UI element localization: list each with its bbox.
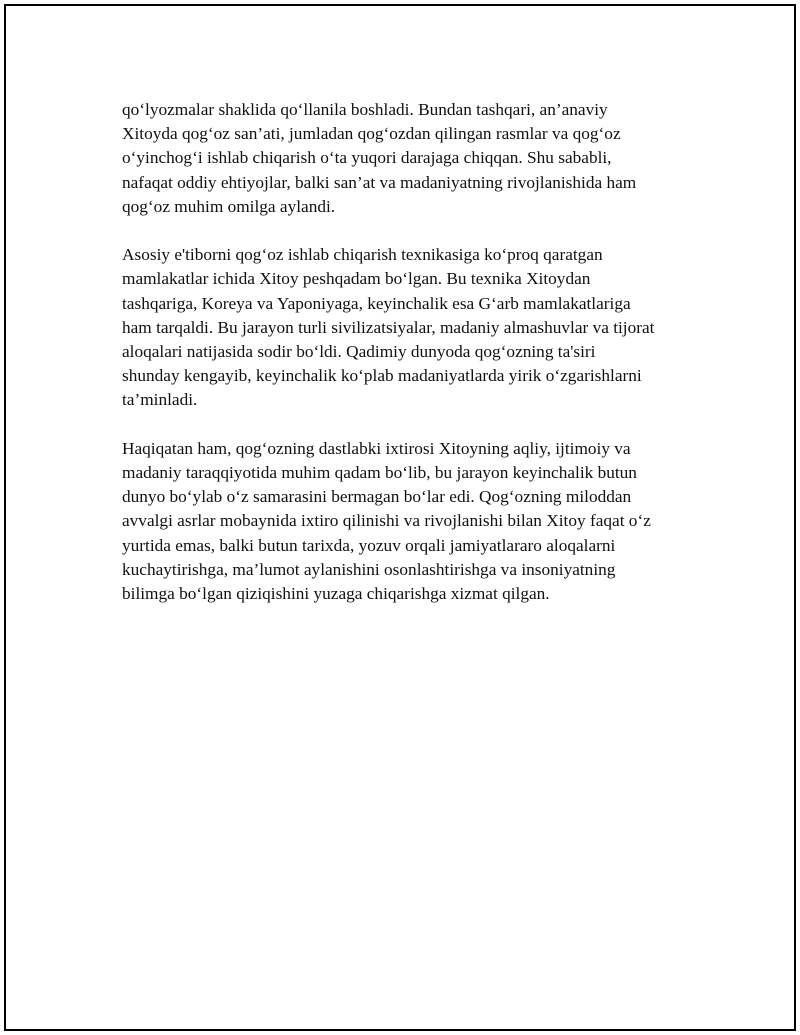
- text-line: shunday kengayib, keyinchalik ko‘plab madaniyatlarda yirik o‘zgarishlarni: [122, 366, 642, 386]
- text-line: o‘yinchog‘i ishlab chiqarish o‘ta yuqori darajaga chiqqan. Shu sababli,: [122, 148, 612, 168]
- text-line: bilimga bo‘lgan qiziqishini yuzaga chiqarishga xizmat qilgan.: [122, 584, 550, 604]
- text-line: kuchaytirishga, ma’lumot aylanishini osonlashtirishga va insoniyatning: [122, 559, 616, 579]
- text-line: Haqiqatan ham, qog‘ozning dastlabki ixtirosi Xitoyning aqliy, ijtimoiy va: [122, 438, 631, 458]
- paragraph-1: [122, 98, 702, 219]
- document-body: [122, 98, 702, 630]
- text-line: Asosiy e'tiborni qog‘oz ishlab chiqarish texnikasiga ko‘proq qaratgan: [122, 245, 603, 265]
- page-frame: [4, 4, 796, 1031]
- text-line: mamlakatlar ichida Xitoy peshqadam bo‘lgan. Bu texnika Xitoydan: [122, 269, 591, 289]
- text-line: nafaqat oddiy ehtiyojlar, balki san’at va madaniyatning rivojlanishida ham: [122, 172, 637, 192]
- paragraph-2: [122, 243, 702, 412]
- text-line: qog‘oz muhim omilga aylandi.: [122, 196, 336, 216]
- text-line: yurtida emas, balki butun tarixda, yozuv orqali jamiyatlararo aloqalarni: [122, 535, 616, 555]
- text-line: ham tarqaldi. Bu jarayon turli sivilizatsiyalar, madaniy almashuvlar va tijorat: [122, 317, 655, 337]
- text-line: madaniy taraqqiyotida muhim qadam bo‘lib, bu jarayon keyinchalik butun: [122, 463, 637, 483]
- text-line: qo‘lyozmalar shaklida qo‘llanila boshladi. Bundan tashqari, an’anaviy: [122, 100, 608, 119]
- text-line: aloqalari natijasida sodir bo‘ldi. Qadimiy dunyoda qog‘ozning ta'siri: [122, 342, 596, 362]
- text-line: tashqariga, Koreya va Yaponiyaga, keyinchalik esa G‘arb mamlakatlariga: [122, 293, 631, 313]
- paragraph-3: [122, 437, 702, 606]
- text-line: ta’minladi.: [122, 390, 198, 410]
- text-line: dunyo bo‘ylab o‘z samarasini bermagan bo‘lar edi. Qog‘ozning miloddan: [122, 487, 632, 507]
- text-line: Xitoyda qog‘oz san’ati, jumladan qog‘ozdan qilingan rasmlar va qog‘oz: [122, 124, 621, 144]
- text-line: avvalgi asrlar mobaynida ixtiro qilinishi va rivojlanishi bilan Xitoy faqat o‘z: [122, 511, 651, 531]
